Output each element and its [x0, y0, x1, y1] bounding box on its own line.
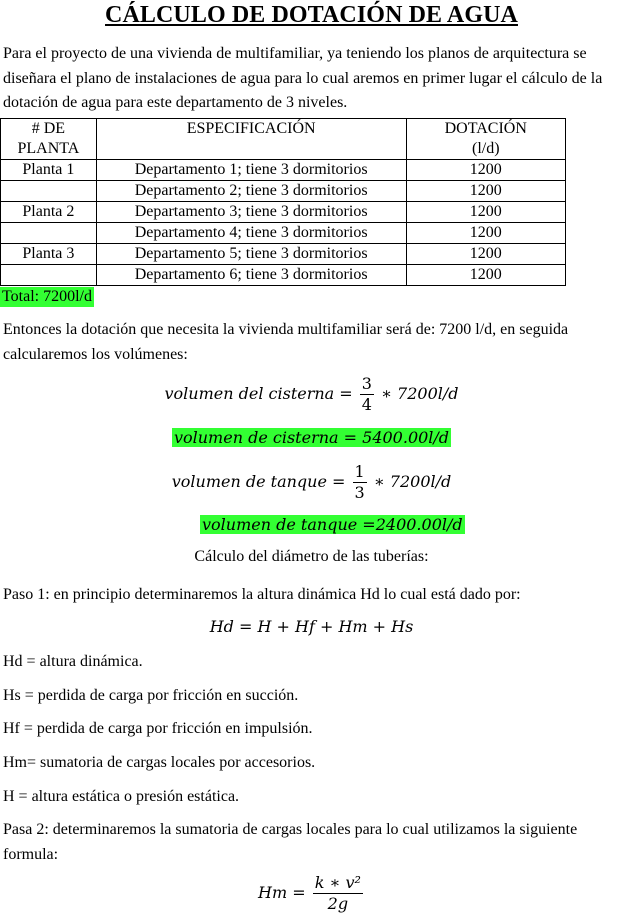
header-dotacion: DOTACIÓN (l/d) — [406, 119, 565, 160]
page-title: CÁLCULO DE DOTACIÓN DE AGUA — [105, 2, 518, 28]
cell-spec: Departamento 3; tiene 3 dormitorios — [96, 202, 406, 223]
cell-dotacion: 1200 — [406, 265, 565, 286]
cell-planta — [1, 223, 97, 244]
fraction-numerator: k ∗ v² — [314, 873, 361, 892]
cell-planta — [1, 181, 97, 202]
definition-h: H = altura estática o presión estática. — [3, 788, 240, 805]
table-row — [1, 244, 566, 265]
table-row — [1, 160, 566, 181]
result-cisterna: volumen de cisterna = 5400.00l/d — [173, 428, 450, 447]
table-header-row — [1, 119, 566, 160]
cell-spec: Departamento 2; tiene 3 dormitorios — [96, 181, 406, 202]
equation-tanque — [0, 462, 623, 503]
cell-dotacion: 1200 — [406, 244, 565, 265]
result-cisterna-row — [0, 428, 623, 448]
table-row — [1, 265, 566, 286]
eq-tanque-rhs: ∗ 7200l/d — [373, 472, 452, 491]
dotacion-table — [0, 118, 566, 286]
fraction-denominator: 4 — [361, 395, 372, 414]
intro-paragraph: Para el proyecto de una vivienda de multifamiliar, ya teniendo los planos de arquitectura se diseñara el plano de instalaciones de agua para lo cual aremos en primer lugar el cálculo de la dotación de agua para este departamento de 3 niveles. — [3, 45, 603, 111]
equation-hm — [0, 873, 623, 914]
table-row — [1, 181, 566, 202]
fraction-numerator: 3 — [361, 374, 372, 393]
cell-spec: Departamento 6; tiene 3 dormitorios — [96, 265, 406, 286]
paso2-paragraph: Pasa 2: determinaremos la sumatoria de cargas locales para lo cual utilizamos la siguiente formula: — [3, 821, 578, 863]
fraction-denominator: 2g — [313, 893, 363, 914]
then-paragraph: Entonces la dotación que necesita la vivienda multifamiliar será de: 7200 l/d, en seguida calcularemos los volúmenes: — [3, 321, 569, 363]
fraction-denominator: 3 — [354, 483, 365, 502]
eq-cisterna-fraction — [360, 374, 374, 415]
eq-tanque-fraction — [353, 462, 367, 503]
eq-hm-lhs: Hm = — [258, 883, 306, 902]
cell-planta: Planta 2 — [1, 202, 97, 223]
equation-hd-row — [0, 617, 623, 637]
cell-dotacion: 1200 — [406, 223, 565, 244]
definition-hm: Hm= sumatoria de cargas locales por accesorios. — [3, 754, 316, 771]
eq-hm-fraction — [313, 873, 363, 914]
cell-dotacion: 1200 — [406, 160, 565, 181]
cell-spec: Departamento 4; tiene 3 dormitorios — [96, 223, 406, 244]
result-tanque: volumen de tanque =2400.00l/d — [202, 515, 463, 534]
cell-dotacion: 1200 — [406, 202, 565, 223]
cell-dotacion: 1200 — [406, 181, 565, 202]
table-row — [1, 223, 566, 244]
fraction-numerator: 1 — [354, 462, 365, 481]
cell-planta: Planta 1 — [1, 160, 97, 181]
equation-hd: Hd = H + Hf + Hm + Hs — [209, 617, 414, 636]
paso1-paragraph: Paso 1: en principio determinaremos la altura dinámica Hd lo cual está dado por: — [3, 586, 521, 603]
table-row — [1, 202, 566, 223]
definition-hf: Hf = perdida de carga por fricción en impulsión. — [3, 720, 313, 737]
definition-hd: Hd = altura dinámica. — [3, 653, 143, 670]
eq-tanque-lhs: volumen de tanque = — [171, 472, 346, 491]
header-especificacion: ESPECIFICACIÓN — [96, 119, 406, 160]
eq-cisterna-rhs: ∗ 7200l/d — [381, 384, 459, 403]
cell-spec: Departamento 5; tiene 3 dormitorios — [96, 244, 406, 265]
cell-planta: Planta 3 — [1, 244, 97, 265]
equation-cisterna — [0, 374, 623, 415]
definition-hs: Hs = perdida de carga por fricción en succión. — [3, 687, 299, 704]
total-label: Total: 7200l/d — [2, 288, 92, 305]
result-tanque-row — [200, 515, 465, 535]
cell-planta — [1, 265, 97, 286]
header-planta: # DE PLANTA — [1, 119, 97, 160]
eq-cisterna-lhs: volumen del cisterna = — [164, 384, 353, 403]
cell-spec: Departamento 1; tiene 3 dormitorios — [96, 160, 406, 181]
diametro-title: Cálculo del diámetro de las tuberías: — [194, 548, 429, 565]
